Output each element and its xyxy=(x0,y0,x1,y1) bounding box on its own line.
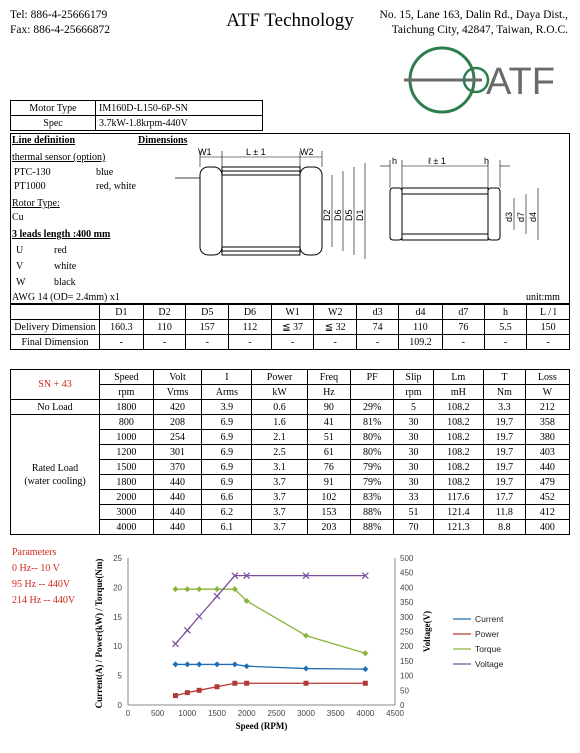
y2-tick-label: 300 xyxy=(400,612,414,622)
y2-tick-label: 150 xyxy=(400,656,414,666)
unit-label: unit:mm xyxy=(526,292,560,303)
perf-header-row: SN + 43 Speed Volt I Power Freq PF Slip Lm T Loss xyxy=(11,370,570,385)
y2-tick-label: 500 xyxy=(400,554,414,563)
x-tick-label: 3500 xyxy=(326,709,345,718)
table-cell: 80% xyxy=(351,445,394,460)
perf-units-row: rpm Vrms Arms kW Hz rpm mH Nm W xyxy=(11,385,570,400)
table-cell: 440 xyxy=(525,460,569,475)
x-tick-label: 4000 xyxy=(356,709,375,718)
table-cell: 3.7 xyxy=(252,520,308,535)
table-cell: 79% xyxy=(351,475,394,490)
legend-label-power: Power xyxy=(475,629,500,639)
y2-tick-label: 200 xyxy=(400,642,414,652)
y2-axis-label: Voltage(V) xyxy=(422,610,432,653)
series-line-current xyxy=(175,664,365,669)
data-point-torque xyxy=(214,586,220,592)
dim-l: L ± 1 xyxy=(246,147,266,157)
table-cell: 3.7 xyxy=(252,490,308,505)
data-point-power xyxy=(363,681,368,686)
spec-table xyxy=(10,100,263,131)
pt-color: red, white xyxy=(96,181,136,192)
table-cell: 1.6 xyxy=(252,415,308,430)
table-cell: 30 xyxy=(394,445,433,460)
y-tick-label: 20 xyxy=(113,583,122,593)
table-cell: 400 xyxy=(525,520,569,535)
table-cell: 153 xyxy=(307,505,350,520)
y-axis-label: Current(A) / Power(kW) / Torque(Nm) xyxy=(94,558,104,709)
dim-d6: D6 xyxy=(333,209,343,221)
stator-drawing xyxy=(150,145,380,265)
y-tick-label: 0 xyxy=(117,701,122,710)
dim-d2: D2 xyxy=(322,209,332,221)
x-tick-label: 0 xyxy=(125,709,131,718)
dim-header-row: D1 D2 D5 D6 W1 W2 d3 d4 d7 h L / l xyxy=(11,305,570,320)
dimension-table xyxy=(10,304,570,350)
table-cell: 4000 xyxy=(100,520,154,535)
dim-h-right: h xyxy=(484,156,490,166)
table-cell: 88% xyxy=(351,505,394,520)
data-point-torque xyxy=(362,650,368,656)
table-cell: 8.8 xyxy=(483,520,525,535)
logo-text: ATF xyxy=(486,61,555,103)
performance-chart xyxy=(90,545,575,748)
x-tick-label: 4500 xyxy=(386,709,404,718)
lead-u: U xyxy=(16,245,24,256)
line-definition-title: Line definition xyxy=(12,135,76,146)
data-point-current xyxy=(214,661,220,667)
table-cell: 83% xyxy=(351,490,394,505)
rated-load-label: Rated Load (water cooling) xyxy=(11,415,100,535)
ptc-label: PTC-130 xyxy=(14,167,51,178)
series-line-voltage xyxy=(175,576,365,644)
motor-type-label: Motor Type xyxy=(11,101,96,116)
x-axis-label: Speed (RPM) xyxy=(235,721,288,731)
dim-d7: d7 xyxy=(516,211,526,222)
company-name: ATF Technology xyxy=(226,10,354,31)
x-tick-label: 2000 xyxy=(237,709,256,718)
y2-tick-label: 0 xyxy=(400,701,405,710)
x-tick-label: 1000 xyxy=(178,709,197,718)
table-cell: 800 xyxy=(100,415,154,430)
data-point-voltage xyxy=(214,593,220,599)
spec-value: 3.7kW-1.8krpm-440V xyxy=(96,116,263,131)
data-point-voltage xyxy=(184,627,190,633)
table-cell: 6.1 xyxy=(202,520,252,535)
table-cell: 479 xyxy=(525,475,569,490)
parameters: Parameters 0 Hz-- 10 V 95 Hz -- 440V 214 Hz -- 440V xyxy=(12,547,76,606)
rotor-drawing xyxy=(380,150,560,250)
table-cell: 440 xyxy=(153,490,202,505)
table-cell: 51 xyxy=(394,505,433,520)
y2-tick-label: 50 xyxy=(400,686,409,696)
pt-label: PT1000 xyxy=(14,181,46,192)
table-row: No Load 1800 420 3.9 0.6 90 29% 5 108.2 3.3 212 xyxy=(11,400,570,415)
fax: Fax: 886-4-25666872 xyxy=(10,24,110,36)
dim-d1: D1 xyxy=(355,209,365,221)
y2-tick-label: 100 xyxy=(400,671,414,681)
table-cell: 2.5 xyxy=(252,445,308,460)
table-cell: 3.7 xyxy=(252,505,308,520)
data-point-power xyxy=(197,688,202,693)
table-cell: 70 xyxy=(394,520,433,535)
legend-label-torque: Torque xyxy=(475,644,501,654)
table-row: Delivery Dimension 160.3 110 157 112 ≦ 37 ≦ 32 74 110 76 5.5 150 xyxy=(11,320,570,335)
table-cell: 1200 xyxy=(100,445,154,460)
data-point-power xyxy=(173,693,178,698)
data-point-power xyxy=(304,681,309,686)
motor-type-value: IM160D-L150-6P-SN xyxy=(96,101,263,116)
data-point-power xyxy=(232,681,237,686)
table-cell: 108.2 xyxy=(433,430,483,445)
table-row xyxy=(11,415,570,430)
ptc-color: blue xyxy=(96,167,114,178)
data-point-torque xyxy=(196,586,202,592)
table-cell: 33 xyxy=(394,490,433,505)
table-cell: 30 xyxy=(394,415,433,430)
data-point-power xyxy=(215,684,220,689)
table-cell: 301 xyxy=(153,445,202,460)
table-cell: 203 xyxy=(307,520,350,535)
table-cell: 3.7 xyxy=(252,475,308,490)
series-line-power xyxy=(175,683,365,695)
table-cell: 1800 xyxy=(100,475,154,490)
table-cell: 121.3 xyxy=(433,520,483,535)
data-point-power xyxy=(244,681,249,686)
data-point-torque xyxy=(303,633,309,639)
table-cell: 440 xyxy=(153,520,202,535)
table-cell: 1000 xyxy=(100,430,154,445)
data-point-voltage xyxy=(172,641,178,647)
table-cell: 30 xyxy=(394,430,433,445)
dim-d3: d3 xyxy=(504,211,514,222)
x-tick-label: 1500 xyxy=(208,709,226,718)
leads-label: 3 leads length :400 mm xyxy=(12,229,111,240)
table-cell: 51 xyxy=(307,430,350,445)
table-cell: 208 xyxy=(153,415,202,430)
dim-w1: W1 xyxy=(198,147,212,157)
dim-l-rotor: ℓ ± 1 xyxy=(428,156,446,166)
x-tick-label: 500 xyxy=(150,709,165,718)
table-cell: 108.2 xyxy=(433,475,483,490)
table-cell: 380 xyxy=(525,430,569,445)
table-cell: 17.7 xyxy=(483,490,525,505)
data-point-current xyxy=(196,661,202,667)
y2-tick-label: 350 xyxy=(400,598,414,608)
legend-label-voltage: Voltage xyxy=(475,659,504,669)
table-cell: 81% xyxy=(351,415,394,430)
table-row: Final Dimension - - - - - - - 109.2 - - - xyxy=(11,335,570,350)
table-cell: 117.6 xyxy=(433,490,483,505)
table-cell: 11.8 xyxy=(483,505,525,520)
table-cell: 80% xyxy=(351,430,394,445)
table-cell: 61 xyxy=(307,445,350,460)
table-cell: 254 xyxy=(153,430,202,445)
table-cell: 30 xyxy=(394,460,433,475)
atf-logo-icon xyxy=(402,42,562,114)
x-tick-label: 2500 xyxy=(267,709,286,718)
dimensions-title: Dimensions xyxy=(138,135,188,146)
table-cell: 452 xyxy=(525,490,569,505)
data-point-current xyxy=(232,661,238,667)
table-cell: 370 xyxy=(153,460,202,475)
performance-table xyxy=(10,369,570,535)
table-cell: 2000 xyxy=(100,490,154,505)
y2-tick-label: 450 xyxy=(400,568,414,578)
y2-tick-label: 250 xyxy=(400,627,414,637)
dim-d4: d4 xyxy=(528,211,538,222)
table-cell: 19.7 xyxy=(483,430,525,445)
x-tick-label: 3000 xyxy=(297,709,315,718)
rotor-value: Cu xyxy=(12,212,24,223)
table-cell: 6.9 xyxy=(202,430,252,445)
lead-w-color: black xyxy=(54,277,76,288)
series-line-torque xyxy=(175,589,365,653)
table-cell: 440 xyxy=(153,475,202,490)
table-cell: 3000 xyxy=(100,505,154,520)
y-tick-label: 25 xyxy=(113,554,122,563)
address: No. 15, Lane 163, Dalin Rd., Daya Dist., Taichung City, 42847, Taiwan, R.O.C. xyxy=(379,9,568,36)
y2-tick-label: 400 xyxy=(400,583,414,593)
table-cell: 76 xyxy=(307,460,350,475)
table-cell: 102 xyxy=(307,490,350,505)
table-cell: 91 xyxy=(307,475,350,490)
data-point-power xyxy=(185,690,190,695)
parameters-title: Parameters xyxy=(12,547,57,558)
table-cell: 6.6 xyxy=(202,490,252,505)
y-tick-label: 5 xyxy=(117,671,122,681)
data-point-torque xyxy=(172,586,178,592)
table-cell: 6.9 xyxy=(202,475,252,490)
data-point-current xyxy=(184,661,190,667)
lead-w: W xyxy=(16,277,26,288)
legend-label-current: Current xyxy=(475,614,504,624)
table-cell: 440 xyxy=(153,505,202,520)
data-point-current xyxy=(172,661,178,667)
table-cell: 358 xyxy=(525,415,569,430)
awg-label: AWG 14 (OD= 2.4mm) x1 xyxy=(12,292,120,303)
table-cell: 19.7 xyxy=(483,460,525,475)
table-cell: 403 xyxy=(525,445,569,460)
table-cell: 3.1 xyxy=(252,460,308,475)
dim-w2: W2 xyxy=(300,147,314,157)
table-cell: 6.2 xyxy=(202,505,252,520)
table-cell: 19.7 xyxy=(483,475,525,490)
rotor-type-label: Rotor Type: xyxy=(12,198,60,209)
table-cell: 2.1 xyxy=(252,430,308,445)
y-tick-label: 10 xyxy=(113,642,122,652)
table-cell: 6.9 xyxy=(202,460,252,475)
table-cell: 19.7 xyxy=(483,415,525,430)
table-cell: 19.7 xyxy=(483,445,525,460)
data-point-voltage xyxy=(196,614,202,620)
data-point-current xyxy=(362,666,368,672)
table-cell: 1500 xyxy=(100,460,154,475)
table-cell: 108.2 xyxy=(433,460,483,475)
spec-label: Spec xyxy=(11,116,96,131)
table-cell: 30 xyxy=(394,475,433,490)
lead-v: V xyxy=(16,261,24,272)
lead-v-color: white xyxy=(54,261,77,272)
data-point-torque xyxy=(184,586,190,592)
table-cell: 88% xyxy=(351,520,394,535)
table-cell: 108.2 xyxy=(433,445,483,460)
dim-d5: D5 xyxy=(344,209,354,221)
lead-u-color: red xyxy=(54,245,67,256)
tel: Tel: 886-4-25666179 xyxy=(10,9,108,21)
table-cell: 121.4 xyxy=(433,505,483,520)
table-cell: 79% xyxy=(351,460,394,475)
data-point-current xyxy=(244,663,250,669)
table-cell: 6.9 xyxy=(202,415,252,430)
dim-h-left: h xyxy=(392,156,398,166)
table-cell: 41 xyxy=(307,415,350,430)
data-point-current xyxy=(303,666,309,672)
table-cell: 108.2 xyxy=(433,415,483,430)
thermal-sensor-label: thermal sensor (option) xyxy=(12,152,106,163)
table-cell: 412 xyxy=(525,505,569,520)
sn-label: SN + 43 xyxy=(11,370,100,400)
y-tick-label: 15 xyxy=(113,612,122,622)
no-load-label: No Load xyxy=(11,400,100,415)
table-cell: 6.9 xyxy=(202,445,252,460)
